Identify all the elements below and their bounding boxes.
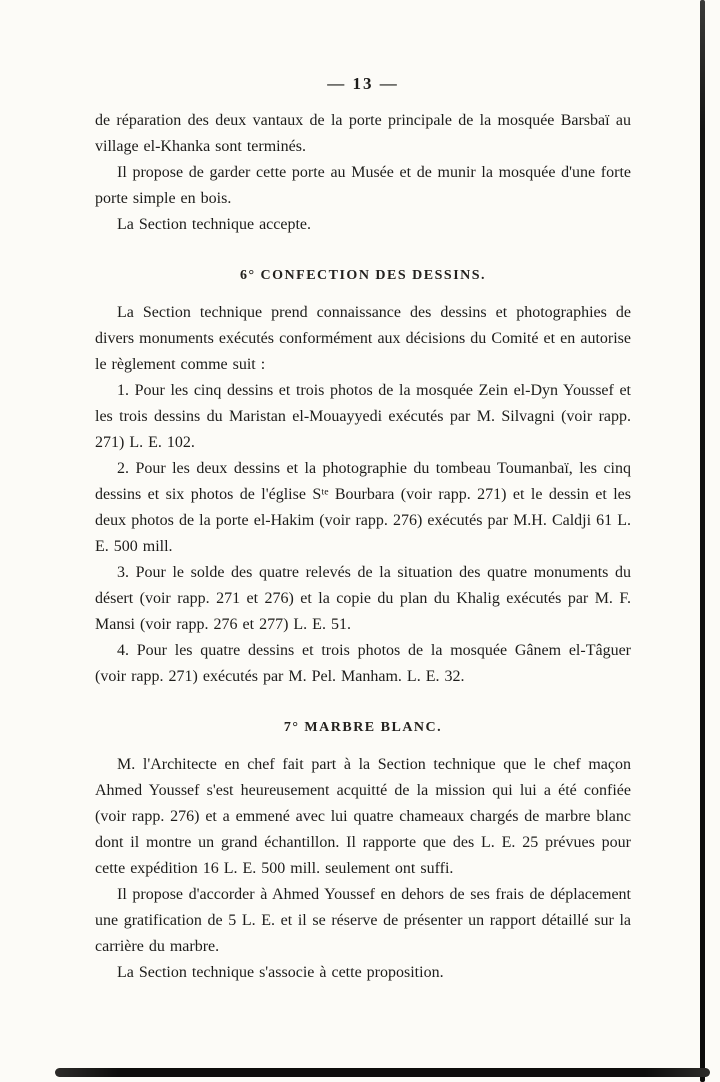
list-item: 4. Pour les quatre dessins et trois photos de la mosquée Gânem el-Tâguer (voir rapp. 271) exécutés par M. Pel. Manham. L. E. 32.	[95, 642, 631, 685]
page-content	[95, 74, 631, 986]
list-item: 2. Pour les deux dessins et la photographie du tombeau Toumanbaï, les cinq dessins et six photos de l'église Sᵗᵉ Bourbara (voir rapp. 271) et le dessin et les deux photos de la porte el-Hakim (voir rapp. 276) exécutés par M.H. Caldji 61 L. E. 500 mill.	[95, 460, 631, 555]
list-item: 3. Pour le solde des quatre relevés de la situation des quatre monuments du désert (voir rapp. 271 et 276) et la copie du plan du Khalig exécutés par M. F. Mansi (voir rapp. 276 et 277) L. E. 51.	[95, 564, 631, 633]
paragraph: Il propose d'accorder à Ahmed Youssef en dehors de ses frais de déplacement une gratification de 5 L. E. et il se réserve de présenter un rapport détaillé sur la carrière du marbre.	[95, 886, 631, 955]
scan-edge-bottom-artifact	[55, 1068, 710, 1077]
paragraph: La Section technique s'associe à cette proposition.	[117, 964, 444, 981]
section-7-heading: 7° MARBRE BLANC.	[283, 720, 443, 735]
page-number: — 13 —	[327, 74, 399, 93]
paragraph: M. l'Architecte en chef fait part à la Section technique que le chef maçon Ahmed Youssef s'est heureusement acquitté de la mission qui lui a été confiée (voir rapp. 276) et a emmené avec lui quatre chameaux chargés de marbre blanc dont il montre un grand échantillon. Il rapporte que des L. E. 25 prévues pour cette expédition 16 L. E. 500 mill. seulement ont suffi.	[95, 756, 631, 877]
paragraph-continuation: de réparation des deux vantaux de la porte principale de la mosquée Barsbaï au village el-Khanka sont terminés.	[95, 112, 631, 155]
scan-edge-right-artifact	[700, 0, 705, 1082]
paragraph: La Section technique accepte.	[117, 216, 312, 233]
list-item: 1. Pour les cinq dessins et trois photos de la mosquée Zein el-Dyn Youssef et les trois dessins du Maristan el-Mouayyedi exécutés par M. Silvagni (voir rapp. 271) L. E. 102.	[95, 382, 631, 451]
paragraph: Il propose de garder cette porte au Musée et de munir la mosquée d'une forte porte simple en bois.	[95, 164, 631, 207]
section-6-intro-paragraph: La Section technique prend connaissance des dessins et photographies de divers monuments exécutés conformément aux décisions du Comité et en autorise le règlement comme suit :	[95, 304, 631, 373]
section-6-heading: 6° CONFECTION DES DESSINS.	[239, 268, 487, 283]
